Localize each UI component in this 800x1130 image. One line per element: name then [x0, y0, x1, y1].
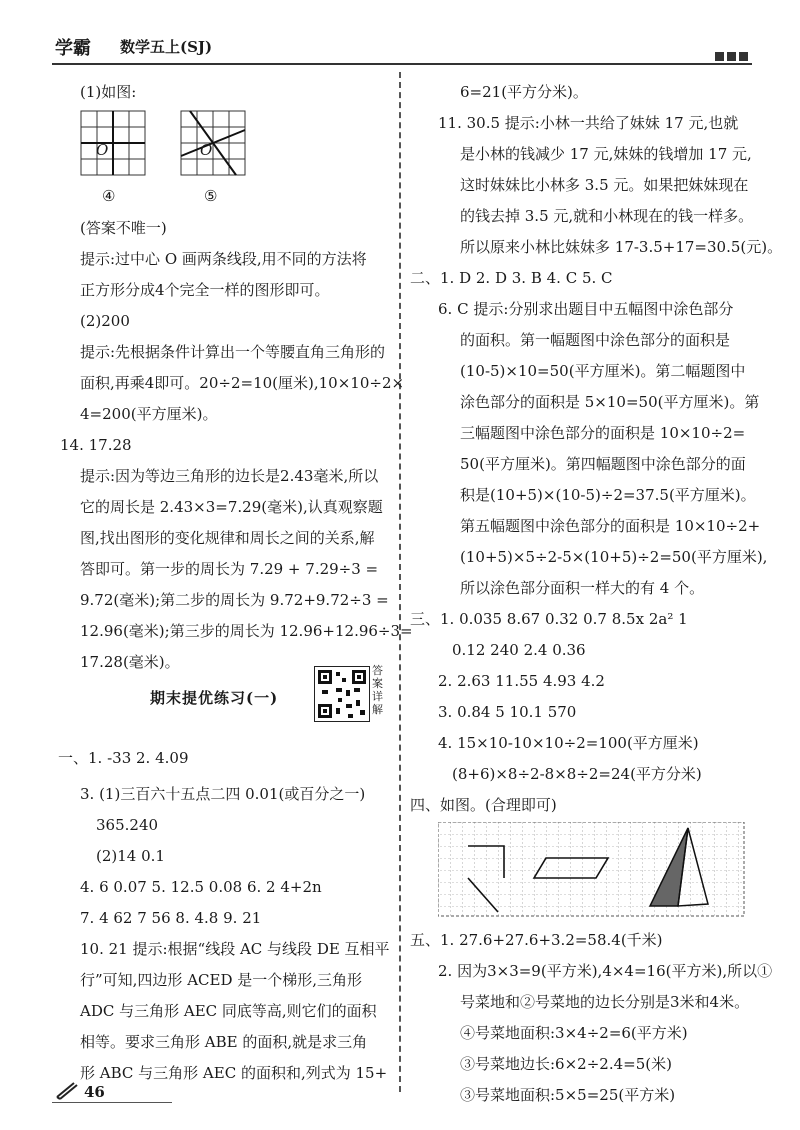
hint-line: 的钱去掉 3.5 元,就和小林现在的钱一样多。 [460, 207, 754, 225]
hint-line: 6. C 提示:分别求出题目中五幅图中涂色部分 [438, 300, 734, 318]
answer-line: ③号菜地边长:6×2÷2.4=5(米) [460, 1055, 672, 1073]
hint-line: 相等。要求三角形 ABE 的面积,就是求三角 [80, 1033, 368, 1051]
hint-line: 是小林的钱减少 17 元,妹妹的钱增加 17 元, [460, 145, 752, 163]
answer-line: 号菜地和②号菜地的边长分别是3米和4米。 [460, 993, 750, 1011]
hint-line: 面积,再乘4即可。20÷2=10(厘米),10×10÷2× [80, 374, 405, 392]
hint-line: 形 ABC 与三角形 AEC 的面积和,列式为 15+ [80, 1064, 388, 1082]
answer-line: 四、如图。(合理即可) [410, 796, 557, 814]
answer-line: (2)200 [80, 312, 130, 330]
answer-line: 0.12 240 2.4 0.36 [452, 641, 586, 659]
hint-line: 17.28(毫米)。 [80, 653, 180, 671]
hint-line: 提示:过中心 O 画两条线段,用不同的方法将 [80, 250, 367, 268]
answer-line: 7. 4 62 7 56 8. 4.8 9. 21 [80, 909, 262, 927]
answer-line: 14. 17.28 [60, 436, 132, 454]
hint-line: 12.96(毫米);第三步的周长为 12.96+12.96÷3= [80, 622, 413, 640]
answer-line: 4. 6 0.07 5. 12.5 0.08 6. 2 4+2n [80, 878, 322, 896]
answer-line: 6=21(平方分米)。 [460, 83, 588, 101]
qr-caption: 答案详解 [372, 664, 383, 716]
footer-rule [52, 1102, 172, 1103]
center-o-label-5: O [200, 141, 213, 159]
hint-line: 提示:因为等边三角形的边长是2.43毫米,所以 [80, 467, 379, 485]
answer-line: ④号菜地面积:3×4÷2=6(平方米) [460, 1024, 688, 1042]
hint-line: 所以涂色部分面积一样大的有 4 个。 [460, 579, 705, 597]
center-o-label: O [96, 141, 109, 159]
column-divider [399, 72, 401, 1092]
hint-line: 涂色部分的面积是 5×10=50(平方厘米)。第 [460, 393, 760, 411]
answer-line: (答案不唯一) [80, 219, 167, 237]
answer-line: 2. 2.63 11.55 4.93 4.2 [438, 672, 605, 690]
hint-line: 正方形分成4个完全一样的图形即可。 [80, 281, 330, 299]
hint-line: 积是(10+5)×(10-5)÷2=37.5(平方厘米)。 [460, 486, 756, 504]
section-title: 期末提优练习(一) [150, 689, 279, 707]
grid-figure-4 [80, 110, 148, 178]
hint-line: 它的周长是 2.43×3=7.29(毫米),认真观察题 [80, 498, 383, 516]
hint-line: 10. 21 提示:根据“线段 AC 与线段 DE 互相平 [80, 940, 390, 958]
header-rule [52, 63, 752, 65]
qr-code [314, 666, 370, 722]
pencil-icon [54, 1080, 80, 1100]
answer-line: 3. (1)三百六十五点二四 0.01(或百分之一) [80, 785, 366, 803]
hint-line: 提示:先根据条件计算出一个等腰直角三角形的 [80, 343, 386, 361]
page-number: 46 [84, 1083, 105, 1101]
hint-line: 9.72(毫米);第二步的周长为 9.72+9.72÷3 = [80, 591, 389, 609]
hint-line: 所以原来小林比妹妹多 17-3.5+17=30.5(元)。 [460, 238, 783, 256]
hint-line: 图,找出图形的变化规律和周长之间的关系,解 [80, 529, 375, 547]
figure-label-5: ⑤ [204, 187, 218, 205]
answer-line: 二、1. D 2. D 3. B 4. C 5. C [410, 269, 613, 287]
hint-line: 第五幅题图中涂色部分的面积是 10×10÷2+ [460, 517, 761, 535]
answer-line: 2. 因为3×3=9(平方米),4×4=16(平方米),所以① [438, 962, 773, 980]
answer-line: (2)14 0.1 [96, 847, 165, 865]
answer-line: 一、1. -33 2. 4.09 [58, 749, 189, 767]
brand-logo: 学霸 [55, 38, 91, 59]
answer-line: 三、1. 0.035 8.67 0.32 0.7 8.5x 2a² 1 [410, 610, 688, 628]
hint-line: 行”可知,四边形 ACED 是一个梯形,三角形 [80, 971, 363, 989]
drawing-grid [438, 822, 746, 918]
answer-line: 11. 30.5 提示:小林一共给了妹妹 17 元,也就 [438, 114, 739, 132]
answer-line: 4. 15×10-10×10÷2=100(平方厘米) [438, 734, 699, 752]
answer-line: (1)如图: [80, 83, 137, 101]
hint-line: 三幅题图中涂色部分的面积是 10×10÷2= [460, 424, 746, 442]
figure-label-4: ④ [102, 187, 116, 205]
book-title: 数学五上(SJ) [120, 38, 213, 56]
hint-line: 这时妹妹比小林多 3.5 元。如果把妹妹现在 [460, 176, 749, 194]
answer-line: 3. 0.84 5 10.1 570 [438, 703, 577, 721]
hint-line: 50(平方厘米)。第四幅题图中涂色部分的面 [460, 455, 746, 473]
answer-line: 五、1. 27.6+27.6+3.2=58.4(千米) [410, 931, 663, 949]
hint-line: (10+5)×5÷2-5×(10+5)÷2=50(平方厘米), [460, 548, 768, 566]
grid-figure-5 [180, 110, 248, 178]
hint-line: 4=200(平方厘米)。 [80, 405, 218, 423]
answer-line: 365.240 [96, 816, 159, 834]
hint-line: ADC 与三角形 AEC 同底等高,则它们的面积 [80, 1002, 377, 1020]
answer-line: ③号菜地面积:5×5=25(平方米) [460, 1086, 676, 1104]
hint-line: 答即可。第一步的周长为 7.29 + 7.29÷3 = [80, 560, 379, 578]
hint-line: 的面积。第一幅题图中涂色部分的面积是 [460, 331, 731, 349]
answer-line: (8+6)×8÷2-8×8÷2=24(平方分米) [452, 765, 702, 783]
hint-line: (10-5)×10=50(平方厘米)。第二幅题图中 [460, 362, 746, 380]
